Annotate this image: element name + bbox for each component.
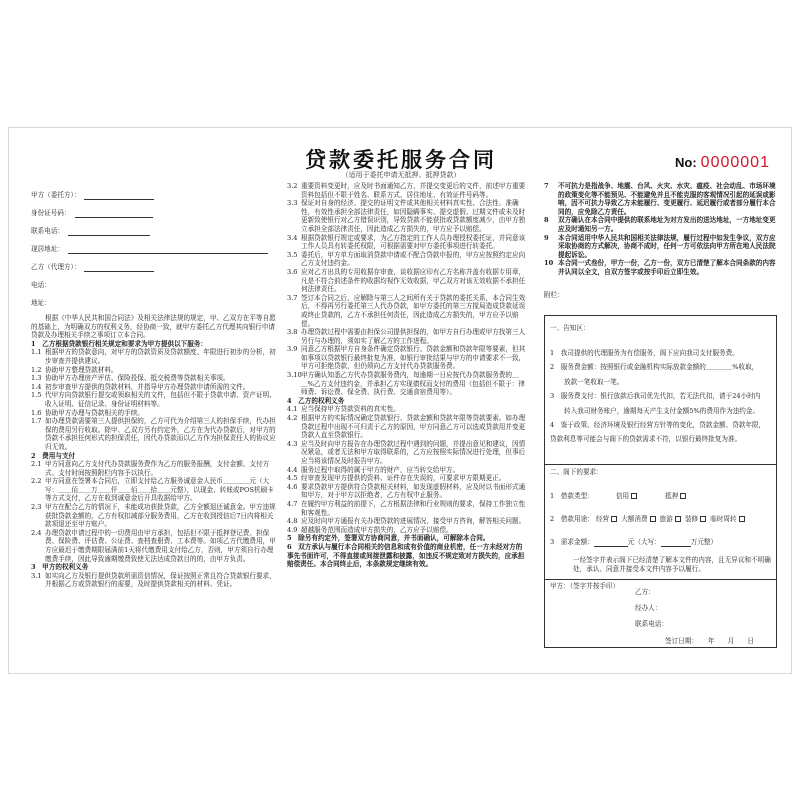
clause-item bbox=[287, 483, 527, 500]
clause-text: 同意乙方根据甲方自身条件确定贷款银行、贷款金额和贷款年限等要素，但其如事项以贷款银行最终批复为准，如银行审批结果与甲方的申请要求不一致，甲方可拒绝贷款，但仍须向乙方支付代办贷款服务费。 bbox=[301, 345, 526, 371]
section-1-items bbox=[31, 348, 278, 451]
clause-number: 3.7 bbox=[287, 293, 298, 302]
clause-item bbox=[31, 348, 278, 365]
clause-text: 代甲方向贷款银行提交或领取相关的文件，包括但不限于贷款申请、资产证明、收入证明、征信记录、身份证明材料等。 bbox=[45, 391, 276, 408]
clause-number: 1.1 bbox=[31, 348, 42, 357]
serial-value: 0000001 bbox=[700, 154, 770, 171]
clause-number: 3.6 bbox=[287, 267, 298, 276]
clause-item bbox=[287, 414, 527, 440]
clause-text: 协助甲方整理贷款材料。 bbox=[45, 365, 118, 374]
clause-text: 本合同适用中华人民共和国相关法律法规，履行过程中如发生争议，双方应采取协商的方式解决，协商不成时，任何一方可依法向甲方所在地人民法院提起诉讼。 bbox=[558, 233, 776, 259]
clause-number: 4.6 bbox=[287, 482, 298, 491]
clause-number: 1.6 bbox=[31, 408, 42, 417]
section-5-title: 5 除另有约定外，签署双方协商同意，并书面确认，可解除本合同。 bbox=[287, 534, 490, 543]
annex-notice-title: 一、告知区： bbox=[550, 324, 590, 332]
amount-words-field[interactable] bbox=[661, 546, 691, 547]
party-b-address: 地址： bbox=[31, 299, 51, 308]
clause-number: 7 bbox=[544, 182, 549, 190]
notice-item: 转入我司财务账户，逾期每天产生支付金额5%的费用作为违约金。 bbox=[564, 406, 760, 415]
business-checkbox[interactable] bbox=[611, 516, 617, 522]
clause-text: 协助甲方办理房产评估、保险投保、抵交税费等贷款相关事项。 bbox=[45, 374, 230, 383]
clause-number: 1.7 bbox=[31, 417, 42, 426]
agent-sign: 经办人： bbox=[635, 604, 662, 612]
section-7-items bbox=[544, 182, 777, 277]
clause-text: 双方确认在本合同中提供的联系地址为对方发出的送达地址，一方地址变更应及时通知另一方。 bbox=[558, 216, 776, 233]
annex-request-title: 二、阁下的要求： bbox=[550, 468, 603, 476]
intro-paragraph: 根据《中华人民共和国合同法》及相关法律法规的规定，甲、乙双方在平等自愿的基础上，为明确双方的权利义务，经协商一致，就甲方委托乙方代理其向银行申请贷款及办理相关手续之事项订立本合同。 bbox=[31, 314, 276, 340]
section-6-title: 6 双方承认与履行本合同相关的信息和成有价值的商业机密，任一方未经对方的事先书面许可，不得直接或间接泄露和披露，如违反不规定致对方损失的，应承担赔偿责任。本合同终止后，本条款规定继续有效。 bbox=[287, 542, 525, 569]
section-3-title: 3 甲方的权利义务 bbox=[31, 563, 89, 572]
clause-text: 应当保持甲方贷款资料的真实性。 bbox=[301, 405, 400, 414]
confirm-text: 一经签字并表示阁下已经清楚了解本文件的内容，且无异议和不明确处，承认、同意并接受本文件内容予以履行。 bbox=[573, 556, 771, 573]
clause-item bbox=[31, 477, 278, 503]
clause-number: 3.4 bbox=[287, 233, 298, 242]
clause-text: 本合同一式叁份，甲方一份，乙方一份，双方已清楚了解本合同条款的内容并认同以全文，自双方签字或按手印后立即生效。 bbox=[558, 259, 776, 276]
clause-number: 2.2 bbox=[31, 477, 42, 486]
phone-field: 联系电话： bbox=[31, 218, 278, 236]
clause-number: 4.4 bbox=[287, 465, 298, 474]
notice-item: 2 服务费金额：按照银行或金融机构实际放款金额的＿＿＿＿%收取， bbox=[550, 363, 759, 372]
clause-item bbox=[287, 517, 527, 526]
clause-number: 9 bbox=[544, 233, 549, 242]
clause-item bbox=[31, 417, 278, 451]
clause-item bbox=[544, 259, 777, 276]
clause-item bbox=[31, 572, 278, 589]
clause-number: 4.2 bbox=[287, 414, 298, 423]
clause-item bbox=[544, 216, 777, 233]
clause-number: 10 bbox=[544, 259, 554, 268]
annex-notice-list bbox=[550, 346, 772, 447]
decoration-checkbox[interactable] bbox=[700, 516, 706, 522]
clause-item bbox=[287, 371, 527, 397]
clause-text: 超越服务范围而造成甲方损失的，乙方应予以赔偿。 bbox=[301, 525, 453, 534]
party-b-field: 乙方（代理方）： bbox=[31, 254, 278, 272]
notice-item: 4 鉴于政策、经济环境及银行经营方针等的变化，贷款金额、贷款年限， bbox=[550, 421, 766, 430]
middle-column bbox=[287, 182, 527, 569]
clause-text: 协助甲方办理与贷款相关的手续。 bbox=[45, 408, 144, 417]
clause-text: 如实向乙方及银行提供贷款所需资信情况，保证按照正常且符合贷款银行要求，并根据乙方或贷款银行的需要，及时提供贷款相关的材料、凭证。 bbox=[45, 571, 276, 589]
clause-text: 经审查发现甲方提供的资料、证件存在失误的，可要求甲方限期更正。 bbox=[301, 474, 506, 483]
clause-number: 4.3 bbox=[287, 439, 298, 448]
section-3-items bbox=[31, 572, 278, 589]
contract-sheet bbox=[8, 127, 792, 674]
clause-number: 2.1 bbox=[31, 460, 42, 469]
clause-item bbox=[287, 234, 527, 251]
clause-number: 2.4 bbox=[31, 528, 42, 537]
clause-text: 办理贷款过程中需要由担保公司提供担保的，如甲方自行办理或甲方找第三人另行与办理的，须如实了解乙方的工作进程。 bbox=[301, 328, 526, 345]
clause-number: 4.5 bbox=[287, 474, 298, 483]
clause-text: 应及时向甲方通报有关办理贷款的进展情况，接受甲方咨询，解答相关问题。 bbox=[301, 517, 526, 526]
clause-text: 应对乙方出具的专用收据存审查，谈收据应印有乙方名称并盖有收据专用章，凡是不符合前述条件的收据均视作无效收据，甲乙双方对该无效收据不承担任何法律责任。 bbox=[301, 267, 526, 294]
clause-item bbox=[287, 182, 527, 199]
clause-text: 根据贷款银行规定或要求，为乙方指定的工作人员办理授权委托证，并同意该工作人员具有转委托权限，可根据需要对甲方委托事项进行转委托。 bbox=[301, 233, 526, 251]
id-number-field: 身份证号码： bbox=[31, 200, 278, 218]
clause-text: 根据甲方的实际情况确定贷款银行、贷款金额和贷款年限等贷款要素。如办理贷款过程中出现不可归责于乙方的原因，甲方同意乙方可以选或贷款用并变更贷款人直至贷款银行。 bbox=[301, 414, 526, 440]
clause-item bbox=[31, 409, 278, 418]
clause-number: 3.5 bbox=[287, 250, 298, 259]
serial-label: No: bbox=[675, 155, 697, 170]
credit-checkbox[interactable] bbox=[631, 493, 637, 499]
sign-date: 签订日期： 年 月 日 bbox=[665, 637, 755, 645]
consumption-checkbox[interactable] bbox=[650, 516, 656, 522]
party-b-phone: 电话： bbox=[31, 281, 51, 290]
clause-text: 不可抗力是指战争、地震、台风、火灾、水灾、瘟疫、社会动乱、市场环境的政策变化等不能预见、不能避免并且不能克服的客观情况引起的延误或影响，因不可抗力导致乙方未能履行、变更履行、延迟履行或者部分履行本合同的，应免除乙方责任。 bbox=[558, 182, 776, 216]
notice-item: 贷款利息等可能会与阁下的贷款需求不符，以银行最终批复为准。 bbox=[550, 435, 742, 444]
section-4-title: 4 乙方的权利义务 bbox=[287, 396, 345, 405]
clause-item bbox=[287, 199, 527, 233]
amount-row: 3 需求金额： 元（大写： 万元整） bbox=[550, 538, 718, 546]
clause-text: 如办理贷款需要第三人提供担保的，乙方可代为介绍第三人的担保手续，代办担保的费用另行收取。除甲、乙双方另有约定外，乙方在为代办贷款后，对甲方的贷款不承担任何形式的担保责任，因代办贷款而以乙方作为担保责任人的协议应归无效。 bbox=[45, 417, 276, 451]
clause-item bbox=[31, 503, 278, 529]
clause-text: 办理贷款申请过程中的一切费用由甲方承担，包括但不限于抵押登记费、担保费、保险费、评估费、公证费、查档查册费、工本费等。如项乙方代缴费用，甲方应最迟于缴费期限届满前1天将代缴费用支付给乙方，否则，甲方须自行办理缴费手续，因此导致逾期缴费致使无法达成贷款目的的，由甲方负责。 bbox=[45, 528, 276, 563]
clause-text: 要求贷款甲方提供符合贷款相关材料，如发现虚假材料，应及时以书面形式通知甲方，对于甲方以拒绝者，乙方有权中止服务。 bbox=[301, 482, 526, 500]
clause-number: 1.4 bbox=[31, 382, 42, 391]
clause-text: 根据甲方的贷款意向，对甲方的贷款资质及贷款额度、年限进行初步的分析，初步审查并提供建议。 bbox=[45, 348, 276, 365]
clause-number: 1.3 bbox=[31, 374, 42, 383]
clause-item bbox=[31, 366, 278, 375]
travel-checkbox[interactable] bbox=[675, 516, 681, 522]
turnover-checkbox[interactable] bbox=[739, 516, 745, 522]
annex-divider bbox=[545, 464, 776, 465]
annex-box bbox=[544, 315, 777, 648]
clause-number: 3.3 bbox=[287, 199, 298, 208]
clause-item bbox=[287, 268, 527, 294]
clause-number: 3.1 bbox=[31, 571, 42, 580]
clause-number: 8 bbox=[544, 216, 549, 225]
clause-item bbox=[544, 182, 777, 216]
clause-text: 服务过程中取得的属于甲方的财产，应当转交给甲方。 bbox=[301, 465, 460, 474]
clause-number: 3.9 bbox=[287, 345, 298, 354]
party-a-sign: 甲方：（签字并按手印） bbox=[550, 582, 620, 590]
party-a-field: 甲方（委托方）： bbox=[31, 182, 278, 200]
amount-field[interactable] bbox=[594, 546, 628, 547]
clause-number: 4.1 bbox=[287, 405, 298, 414]
clause-item bbox=[287, 474, 527, 483]
section-4-items bbox=[287, 405, 527, 534]
clause-item bbox=[287, 294, 527, 328]
clause-item bbox=[31, 391, 278, 408]
clause-number: 3.2 bbox=[287, 182, 298, 190]
attach-label: 附栏： bbox=[544, 290, 564, 299]
right-column bbox=[544, 182, 777, 299]
notice-item: 3 服务费支付：银行放款后我司优先代扣，若无法代扣，请于24小时内 bbox=[550, 392, 761, 401]
clause-number: 4.9 bbox=[287, 525, 298, 534]
clause-number: 3.8 bbox=[287, 328, 298, 337]
clause-text: 甲方同意向乙方支付代办贷款服务费作为乙方的服务报酬，支付金额、支付方式、支付时间按照附栏内容予以执行。 bbox=[45, 460, 270, 477]
clause-number: 4.8 bbox=[287, 517, 298, 526]
clause-text: 甲方确认知悉乙方代办贷款服务费内，每逾期一日应按代办贷款服务费的＿＿%乙方支付违约金，并承担乙方实现债权而支付的费用（包括但不限于：律师费、诉讼费、保全费、执行费、交通食宿费用等）。 bbox=[301, 371, 525, 397]
section-2-items bbox=[31, 460, 278, 563]
section-2-title: 2 费用与支付 bbox=[31, 451, 76, 460]
clause-item bbox=[31, 460, 278, 477]
clause-text: 甲方同意在签署本合同后，立即支付给乙方服务诚意金人民币＿＿＿＿元（大写：＿＿佰＿＿万＿＿仟＿＿佰＿＿拾＿＿元整），以现金、转账或POS机刷卡等方式支付，乙方在收到诚意金后开具收据给甲方。 bbox=[45, 477, 274, 503]
clause-item bbox=[287, 440, 527, 466]
clause-number: 1.5 bbox=[31, 391, 42, 400]
clause-item bbox=[544, 234, 777, 260]
contract-title: 贷款委托服务合同 bbox=[305, 147, 497, 172]
clause-number: 4.7 bbox=[287, 499, 298, 508]
party-b-sign: 乙方： bbox=[635, 588, 655, 596]
sign-divider bbox=[545, 579, 776, 580]
clause-item bbox=[287, 345, 527, 371]
notice-item: 放款一笔收取一笔。 bbox=[564, 377, 624, 386]
address-field: 现居地址： bbox=[31, 236, 278, 254]
left-column bbox=[31, 182, 278, 589]
clause-item bbox=[287, 466, 527, 475]
clause-item bbox=[287, 500, 527, 517]
clause-text: 保证对自身的经济、提交的证明文件或其他相关材料真实性、合法性、准确性，有效性承担全部法律责任，如因隐瞒事实、提交虚假、过期文件或未及时更新致使银行对乙方错误识别，导致贷款不能获批或贷款额度减少，由甲方独立承担全部法律责任，因此造成乙方损失的，甲方应予以赔偿。 bbox=[301, 199, 526, 233]
loan-type-row: 1 借款类型： 信用 抵押 bbox=[550, 492, 688, 501]
clause-text: 在履约甲方利益的前提下，乙方根据法律和行业规则的要求，保持工作独立性和客观性。 bbox=[301, 499, 526, 517]
clause-text: 甲方在配合乙方的情况下，未能成功获批贷款，乙方全额退还诚意金。甲方违规获批贷款金额的，乙方有权扣减部分服务费用，乙方在收到授信后7日内将相关款项退还至甲方账户。 bbox=[45, 503, 276, 529]
clause-item bbox=[287, 251, 527, 268]
clause-item bbox=[287, 405, 527, 414]
contract-subtitle: （适用于委托申请无抵押、抵押贷款） bbox=[341, 171, 461, 179]
clause-text: 委托后，甲方单方面取消贷款申请或不配合贷款申报的，甲方应按照约定应向乙方支付违约金。 bbox=[301, 250, 526, 268]
mortgage-checkbox[interactable] bbox=[680, 493, 686, 499]
purpose-row: 2 借款用途： 经营 大额消费 旅游 装修 临时周转 bbox=[550, 515, 747, 524]
serial-number bbox=[675, 154, 770, 172]
clause-text: 签订本合同之后，应解除与第三人之间所有关于贷款的委托关系，本合同生效后，不得再另行委托第三人代办贷款，如甲方委托的第三方搅局造成贷款延误或终止贷款的，乙方不承担任何责任，因此造成乙方损失的，甲方应予以赔偿。 bbox=[301, 293, 526, 328]
agent-phone: 联系电话： bbox=[635, 620, 668, 628]
notice-item: 1 我司提供的代理服务为有偿服务，阁下应向我司支付服务费。 bbox=[550, 349, 739, 357]
clause-item bbox=[31, 529, 278, 563]
clause-number: 1.2 bbox=[31, 365, 42, 374]
section-1-title: 1 乙方根据贷款银行相关规定和要求为甲方提供以下服务： bbox=[31, 339, 208, 348]
clause-number: 2.3 bbox=[31, 503, 42, 512]
section-3-items-cont bbox=[287, 182, 527, 397]
clause-item bbox=[287, 328, 527, 345]
clause-text: 重要资料变更时，应及时书面通知乙方，并提交变更后的文件，前述甲方重要资料包括但不限于姓名、联系方式、居住地址、有效证件号码等。 bbox=[301, 182, 526, 199]
clause-text: 应当及时向甲方报告在办理贷款过程中遇到的问题，并提出意见和建议，因情况紧急，或者无法和甲方取得联系的，乙方应按照实际情况进行处理，但事后应当将该情况及时报告甲方。 bbox=[301, 439, 526, 465]
clause-item bbox=[31, 374, 278, 383]
clause-number: 3.10 bbox=[287, 371, 302, 380]
clause-text: 初步审查甲方提供的贷款材料，并指导甲方办理贷款申请所需的文件。 bbox=[45, 382, 250, 391]
